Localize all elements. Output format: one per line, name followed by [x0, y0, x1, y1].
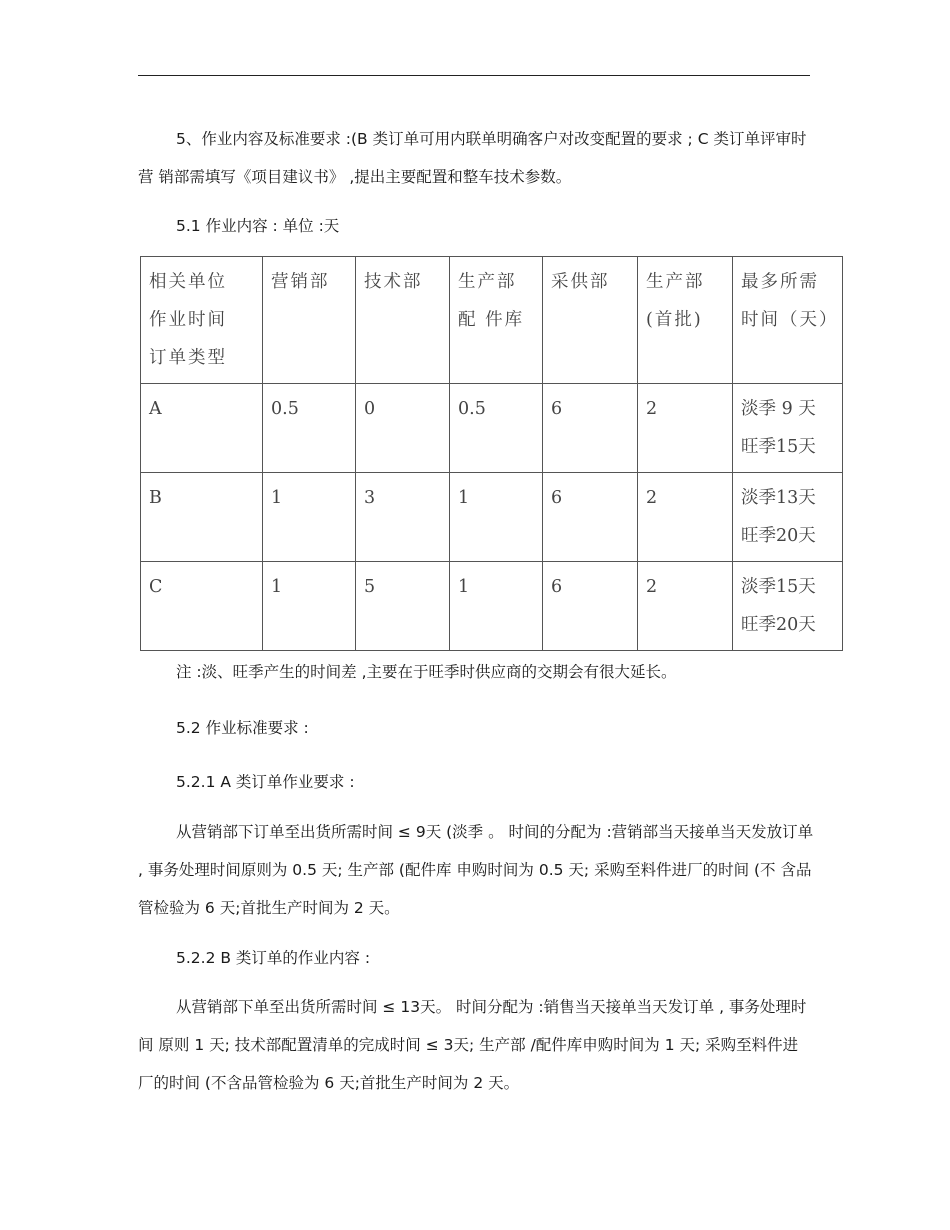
table-row: [141, 562, 843, 651]
cell-purchasing: 6: [543, 473, 638, 562]
header-cell-purchasing: 采供部: [543, 257, 638, 384]
cell-production-first: 2: [638, 562, 733, 651]
section-5-2-2-paragraph: 从营销部下单至出货所需时间 ≤ 13天。 时间分配为 :销售当天接单当天发订单 , 事务处理时间 原则 1 天; 技术部配置清单的完成时间 ≤ 3天; 生产部 /配件库申购时间为 1 天; 采购至料件进 厂的时间 (不含品管检验为 6 天;首批生产时间为 2 天。: [138, 998, 807, 1092]
header-cell-max-time: 最多所需 时间（天）: [733, 257, 843, 384]
cell-tech: 0: [356, 384, 450, 473]
cell-max-time: [733, 562, 843, 651]
peak-season-time: 旺季20天: [741, 615, 816, 635]
section-5-2-1-heading: 5.2.1 A 类订单作业要求 :: [176, 773, 355, 791]
cell-purchasing: 6: [543, 562, 638, 651]
cell-tech: 3: [356, 473, 450, 562]
cell-type: C: [141, 562, 263, 651]
cell-production-first: 2: [638, 384, 733, 473]
cell-type: B: [141, 473, 263, 562]
peak-season-time: 旺季20天: [741, 526, 816, 546]
off-season-time: 淡季15天: [741, 577, 816, 597]
section-5-2-2-heading: 5.2.2 B 类订单的作业内容 :: [176, 949, 371, 967]
cell-purchasing: 6: [543, 384, 638, 473]
header-cell-production-parts: 生产部 配 件库: [450, 257, 543, 384]
cell-marketing: 1: [263, 473, 356, 562]
schedule-table: [140, 256, 843, 651]
section-5-paragraph: 5、作业内容及标准要求 :(B 类订单可用内联单明确客户对改变配置的要求 ; C 类订单评审时营 销部需填写《项目建议书》 ,提出主要配置和整车技术参数。: [138, 130, 807, 186]
peak-season-time: 旺季15天: [741, 437, 816, 457]
cell-max-time: [733, 384, 843, 473]
cell-type: A: [141, 384, 263, 473]
header-cell-production-first: 生产部 (首批): [638, 257, 733, 384]
off-season-time: 淡季 9 天: [741, 399, 816, 419]
season-note: 注 :淡、旺季产生的时间差 ,主要在于旺季时供应商的交期会有很大延长。: [176, 663, 677, 681]
cell-production-parts: 0.5: [450, 384, 543, 473]
section-5-1-heading: 5.1 作业内容 : 单位 :天: [176, 217, 340, 235]
header-rule: [138, 75, 810, 76]
cell-marketing: 1: [263, 562, 356, 651]
table-row: [141, 473, 843, 562]
cell-production-parts: 1: [450, 473, 543, 562]
cell-production-first: 2: [638, 473, 733, 562]
cell-tech: 5: [356, 562, 450, 651]
section-5-2-heading: 5.2 作业标准要求 :: [176, 719, 309, 737]
cell-max-time: [733, 473, 843, 562]
cell-marketing: 0.5: [263, 384, 356, 473]
off-season-time: 淡季13天: [741, 488, 816, 508]
header-cell-marketing: 营销部: [263, 257, 356, 384]
cell-production-parts: 1: [450, 562, 543, 651]
header-cell-corner: 相关单位 作业时间 订单类型: [141, 257, 263, 384]
table-header-row: [141, 257, 843, 384]
section-5-2-1-paragraph: 从营销部下订单至出货所需时间 ≤ 9天 (淡季 。 时间的分配为 :营销部当天接单当天发放订单 , 事务处理时间原则为 0.5 天; 生产部 (配件库 申购时间为 0.5 天; 采购至料件进厂的时间 (不 含品管检验为 6 天;首批生产时间为 2 天。: [138, 823, 814, 917]
header-cell-tech: 技术部: [356, 257, 450, 384]
table-row: [141, 384, 843, 473]
